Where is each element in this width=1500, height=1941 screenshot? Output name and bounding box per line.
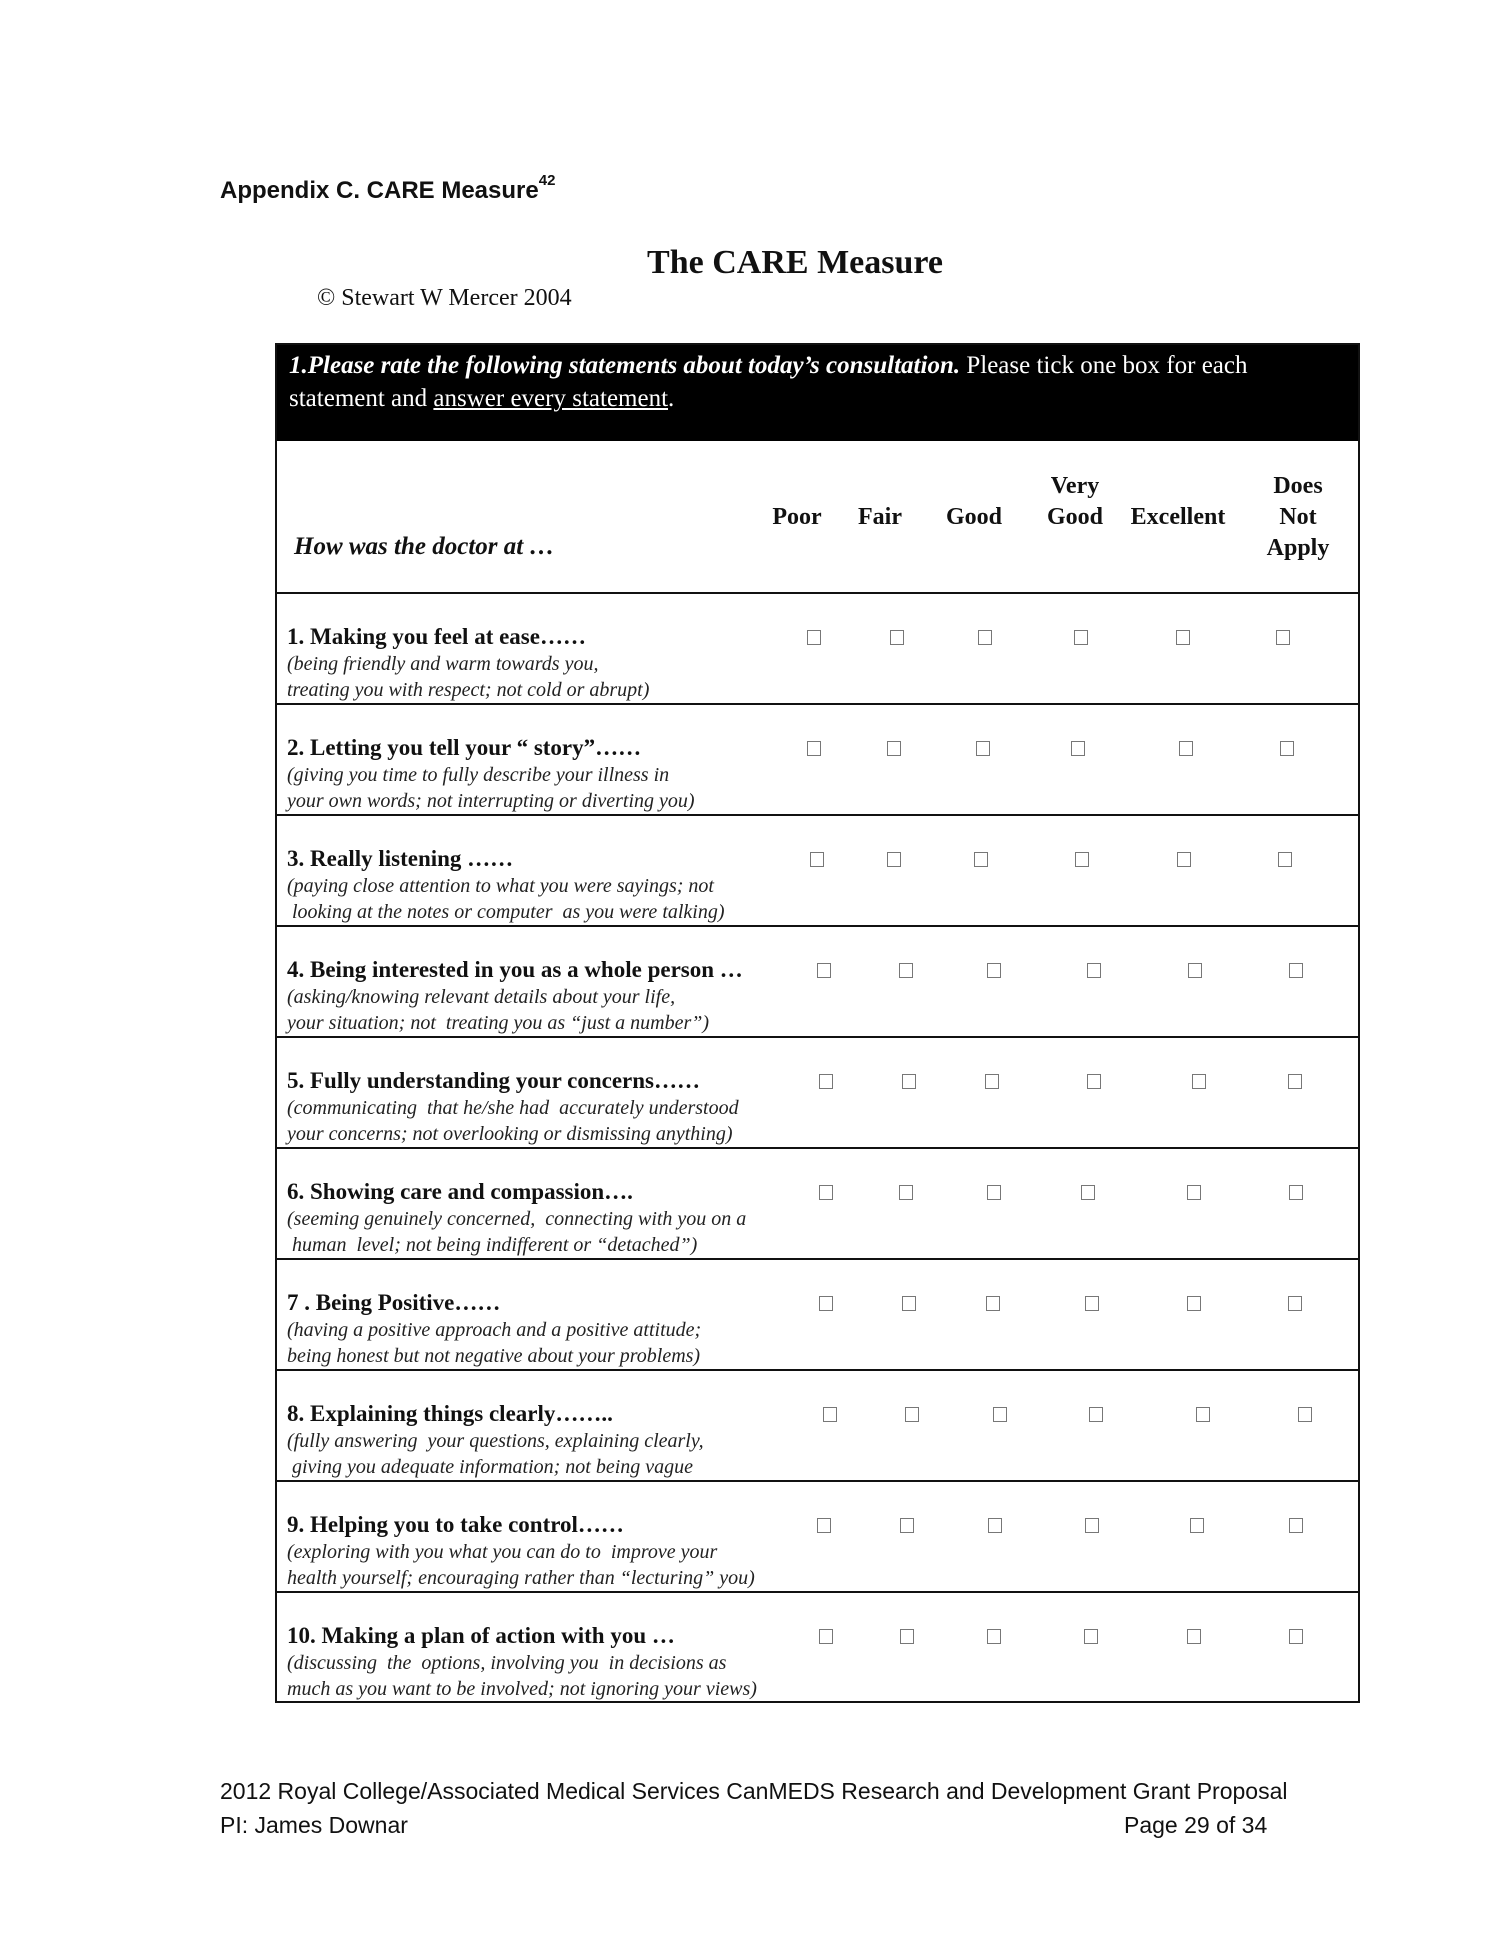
checkbox-fair[interactable] (902, 1074, 916, 1089)
column-header-poor: Poor (772, 504, 822, 530)
care-measure-table (275, 343, 1360, 1703)
checkbox-does-not-apply[interactable] (1288, 1074, 1302, 1089)
checkbox-poor[interactable] (817, 1518, 831, 1533)
checkbox-poor[interactable] (810, 852, 824, 867)
copyright-notice: © Stewart W Mercer 2004 (317, 285, 572, 311)
checkbox-poor[interactable] (819, 1629, 833, 1644)
checkbox-good[interactable] (976, 741, 990, 756)
checkbox-does-not-apply[interactable] (1288, 1296, 1302, 1311)
checkbox-very-good[interactable] (1089, 1407, 1103, 1422)
instruction-banner (277, 345, 1358, 441)
item-title: 6. Showing care and compassion…. (287, 1179, 633, 1204)
item-description: (giving you time to fully describe your illness in your own words; not interrupting or diverting you) (287, 764, 695, 812)
instruction-end: . (668, 385, 675, 412)
item-row-10 (277, 1593, 1358, 1704)
checkbox-excellent[interactable] (1187, 1629, 1201, 1644)
checkbox-excellent[interactable] (1192, 1074, 1206, 1089)
column-header-fair: Fair (858, 504, 902, 530)
checkbox-fair[interactable] (902, 1296, 916, 1311)
item-row-4 (277, 927, 1358, 1038)
checkbox-very-good[interactable] (1084, 1629, 1098, 1644)
item-description: (seeming genuinely concerned, connecting with you on a human level; not being indifferent or “detached”) (287, 1208, 747, 1256)
checkbox-does-not-apply[interactable] (1280, 741, 1294, 756)
checkbox-fair[interactable] (899, 963, 913, 978)
checkbox-excellent[interactable] (1187, 1296, 1201, 1311)
appendix-reference-superscript: 42 (538, 172, 556, 189)
checkbox-excellent[interactable] (1188, 963, 1202, 978)
checkbox-poor[interactable] (819, 1074, 833, 1089)
item-title: 5. Fully understanding your concerns…… (287, 1068, 700, 1093)
checkbox-fair[interactable] (887, 741, 901, 756)
item-description: (exploring with you what you can do to improve your health yourself; encouraging rather than “lecturing” you) (287, 1541, 755, 1589)
checkbox-does-not-apply[interactable] (1289, 963, 1303, 978)
checkbox-excellent[interactable] (1176, 630, 1190, 645)
item-description: (being friendly and warm towards you, treating you with respect; not cold or abrupt) (287, 653, 650, 701)
checkbox-does-not-apply[interactable] (1289, 1518, 1303, 1533)
item-description: (fully answering your questions, explaining clearly, giving you adequate information; not being vague (287, 1430, 704, 1478)
checkbox-excellent[interactable] (1179, 741, 1193, 756)
instruction-underlined: answer every statement (433, 385, 669, 412)
checkbox-very-good[interactable] (1085, 1518, 1099, 1533)
item-row-3 (277, 816, 1358, 927)
checkbox-good[interactable] (988, 1518, 1002, 1533)
appendix-heading-text: Appendix C. CARE Measure (220, 177, 539, 204)
checkbox-good[interactable] (987, 1185, 1001, 1200)
checkbox-good[interactable] (978, 630, 992, 645)
checkbox-fair[interactable] (890, 630, 904, 645)
checkbox-very-good[interactable] (1071, 741, 1085, 756)
instruction-lead: 1.Please rate the following statements about today’s consultation. (289, 352, 961, 379)
checkbox-very-good[interactable] (1087, 963, 1101, 978)
checkbox-good[interactable] (974, 852, 988, 867)
column-header-excellent: Excellent (1130, 504, 1226, 530)
checkbox-very-good[interactable] (1085, 1296, 1099, 1311)
item-row-6 (277, 1149, 1358, 1260)
checkbox-does-not-apply[interactable] (1289, 1629, 1303, 1644)
instruction-text: Please tick one box for each statement and (289, 352, 1248, 412)
checkbox-fair[interactable] (900, 1518, 914, 1533)
checkbox-does-not-apply[interactable] (1289, 1185, 1303, 1200)
item-row-2 (277, 705, 1358, 816)
checkbox-good[interactable] (993, 1407, 1007, 1422)
item-title: 8. Explaining things clearly…….. (287, 1401, 613, 1426)
column-header-row (277, 441, 1358, 594)
checkbox-excellent[interactable] (1187, 1185, 1201, 1200)
item-title: 3. Really listening …… (287, 846, 514, 871)
checkbox-fair[interactable] (900, 1629, 914, 1644)
checkbox-poor[interactable] (807, 741, 821, 756)
appendix-heading (220, 172, 556, 205)
item-title: 9. Helping you to take control…… (287, 1512, 624, 1537)
item-title: 2. Letting you tell your “ story”…… (287, 735, 642, 760)
column-header-good: Good (945, 504, 1002, 530)
item-row-1 (277, 594, 1358, 705)
item-title: 7 . Being Positive…… (287, 1290, 501, 1315)
item-row-5 (277, 1038, 1358, 1149)
checkbox-poor[interactable] (819, 1185, 833, 1200)
item-row-8 (277, 1371, 1358, 1482)
checkbox-very-good[interactable] (1081, 1185, 1095, 1200)
form-title: The CARE Measure (647, 244, 943, 281)
checkbox-excellent[interactable] (1196, 1407, 1210, 1422)
checkbox-excellent[interactable] (1177, 852, 1191, 867)
item-description: (discussing the options, involving you in decisions as much as you want to be involved; not ignoring your views) (287, 1652, 757, 1700)
footer-grant-title: 2012 Royal College/Associated Medical Services CanMEDS Research and Development Grant Proposal (220, 1778, 1288, 1804)
checkbox-fair[interactable] (887, 852, 901, 867)
item-title: 10. Making a plan of action with you … (287, 1623, 675, 1648)
item-title: 4. Being interested in you as a whole person … (287, 957, 743, 982)
column-header-very-good: Very Good (1046, 473, 1103, 530)
checkbox-very-good[interactable] (1075, 852, 1089, 867)
item-row-9 (277, 1482, 1358, 1593)
checkbox-poor[interactable] (819, 1296, 833, 1311)
checkbox-good[interactable] (987, 963, 1001, 978)
checkbox-does-not-apply[interactable] (1298, 1407, 1312, 1422)
checkbox-excellent[interactable] (1190, 1518, 1204, 1533)
checkbox-very-good[interactable] (1087, 1074, 1101, 1089)
item-description: (having a positive approach and a positive attitude; being honest but not negative about your problems) (287, 1319, 702, 1367)
checkbox-poor[interactable] (823, 1407, 837, 1422)
checkbox-poor[interactable] (817, 963, 831, 978)
item-description: (communicating that he/she had accurately understood your concerns; not overlooking or dismissing anything) (287, 1097, 739, 1145)
checkbox-fair[interactable] (899, 1185, 913, 1200)
checkbox-good[interactable] (986, 1296, 1000, 1311)
question-label: How was the doctor at … (294, 533, 555, 560)
checkbox-does-not-apply[interactable] (1276, 630, 1290, 645)
checkbox-very-good[interactable] (1074, 630, 1088, 645)
footer-pi: PI: James Downar (220, 1812, 408, 1838)
item-description: (paying close attention to what you were sayings; not looking at the notes or computer as you were talking) (287, 875, 725, 923)
checkbox-fair[interactable] (905, 1407, 919, 1422)
item-title: 1. Making you feel at ease…… (287, 624, 586, 649)
checkbox-poor[interactable] (807, 630, 821, 645)
footer-page-number: Page 29 of 34 (1124, 1812, 1268, 1838)
checkbox-good[interactable] (987, 1629, 1001, 1644)
item-row-7 (277, 1260, 1358, 1371)
checkbox-does-not-apply[interactable] (1278, 852, 1292, 867)
column-header-does-not-apply: Does Not Apply (1266, 473, 1330, 561)
checkbox-good[interactable] (985, 1074, 999, 1089)
item-description: (asking/knowing relevant details about your life, your situation; not treating you as “just a number”) (287, 986, 710, 1034)
